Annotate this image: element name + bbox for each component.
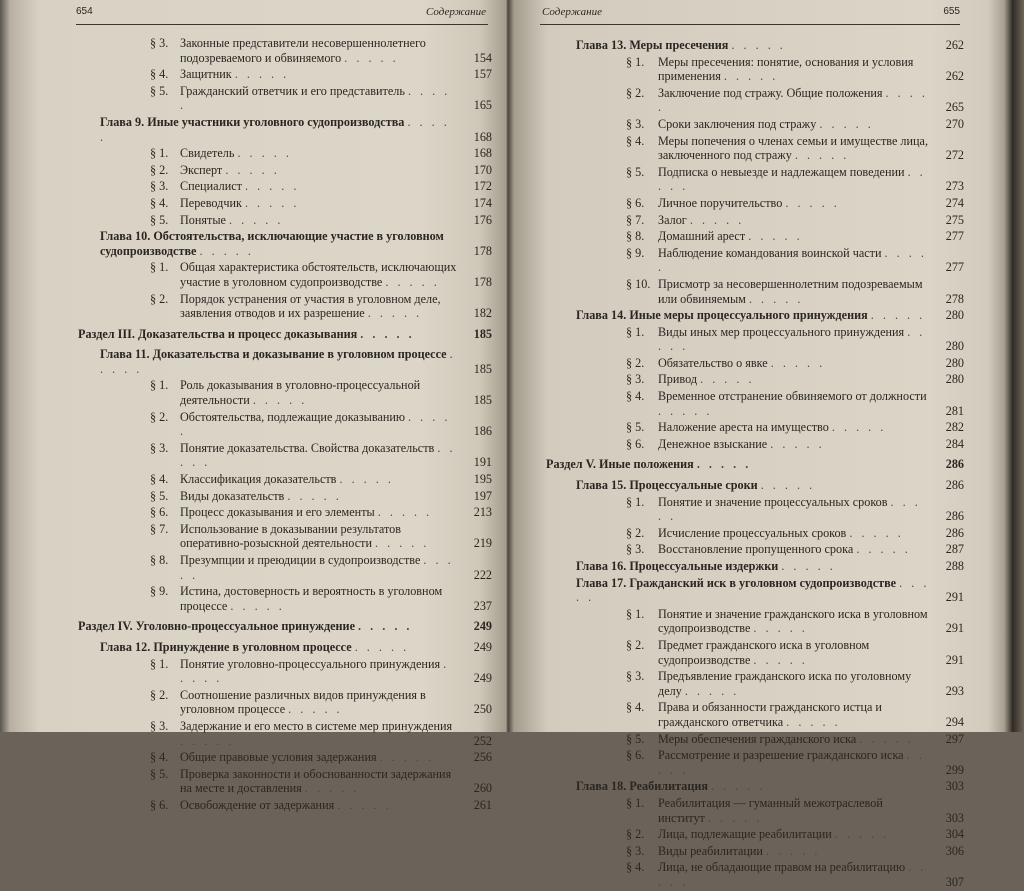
toc-chapter: Глава 11. Доказательства и доказывание в уголовном процессе . . . . . 185 bbox=[100, 347, 492, 376]
toc-section: § 4. Классификация доказательств . . . . . 195 bbox=[150, 472, 492, 487]
chapter-label: Глава 15. bbox=[576, 478, 627, 493]
section-number: § 10. bbox=[626, 276, 651, 291]
section-number: § 4. bbox=[626, 860, 645, 875]
toc-part: Раздел V. Иные положения . . . . . 286 bbox=[546, 457, 964, 472]
toc-section: § 5. Подписка о невыезде и надлежащем поведении . . . . . 273 bbox=[626, 164, 964, 194]
section-number: § 3. bbox=[626, 372, 645, 387]
section-number: § 7. bbox=[150, 521, 169, 536]
section-title: Личное поручительство bbox=[658, 195, 783, 210]
section-title: Использование в доказывании результатов оперативно-розыскной деятельности bbox=[180, 521, 402, 551]
running-head bbox=[76, 6, 488, 25]
section-number: § 4. bbox=[626, 389, 645, 404]
page-ref: 185 bbox=[473, 326, 492, 341]
page-ref: 275 bbox=[945, 212, 964, 227]
section-number: § 9. bbox=[626, 245, 645, 260]
toc-chapter: Глава 10. Обстоятельства, исключающие участие в уголовном судопроизводстве . . . . . 178 bbox=[100, 229, 492, 258]
section-number: § 4. bbox=[150, 67, 169, 82]
section-title: Гражданский ответчик и его представитель bbox=[180, 83, 405, 98]
section-number: § 5. bbox=[626, 420, 645, 435]
toc-chapter: Глава 17. Гражданский иск в уголовном судопроизводстве . . . . . 291 bbox=[576, 575, 964, 605]
page-ref: 282 bbox=[945, 420, 964, 435]
toc-section: § 5. Наложение ареста на имущество . . . . . 282 bbox=[626, 420, 964, 435]
toc-section: § 4. Защитник . . . . . 157 bbox=[150, 67, 492, 82]
toc-section: § 7. Использование в доказывании результатов оперативно-розыскной деятельности . . . . . 219 bbox=[150, 521, 492, 551]
section-title: Понятие доказательства. Свойства доказательств bbox=[180, 440, 435, 455]
section-number: § 4. bbox=[150, 472, 169, 487]
toc-chapter: Глава 13. Меры пресечения . . . . . 262 bbox=[576, 38, 964, 52]
section-title: Истина, достоверность и вероятность в уголовном процессе bbox=[180, 584, 443, 613]
page-ref: 307 bbox=[945, 874, 964, 889]
page-ref: 213 bbox=[473, 505, 492, 520]
part-title: Раздел III. Доказательства и процесс доказывания bbox=[78, 326, 358, 341]
toc-section: § 1. Понятие и значение гражданского иска в уголовном судопроизводстве . . . . . 291 bbox=[626, 606, 964, 636]
toc-chapter: Глава 14. Иные меры процессуального принуждения . . . . . 280 bbox=[576, 308, 964, 323]
toc-chapter: Глава 18. Реабилитация . . . . . 303 bbox=[576, 779, 964, 794]
section-title: Свидетель bbox=[180, 146, 235, 161]
section-number: § 5. bbox=[626, 164, 645, 179]
toc-section: § 6. Личное поручительство . . . . . 274 bbox=[626, 195, 964, 210]
section-number: § 8. bbox=[626, 229, 645, 244]
page-ref: 286 bbox=[945, 457, 964, 472]
toc-section: § 2. Заключение под стражу. Общие положения . . . . . 265 bbox=[626, 85, 964, 115]
toc-section: § 8. Домашний арест . . . . . 277 bbox=[626, 229, 964, 244]
toc-chapter: Глава 15. Процессуальные сроки . . . . . 286 bbox=[576, 478, 964, 493]
toc-section: § 2. Обстоятельства, подлежащие доказыванию . . . . . 186 bbox=[150, 409, 492, 439]
toc-section: § 1. Свидетель . . . . . 168 bbox=[150, 146, 492, 161]
section-number: § 2. bbox=[150, 687, 169, 702]
page-ref: 299 bbox=[945, 762, 964, 777]
page-ref: 291 bbox=[945, 652, 964, 667]
chapter-title: Процессуальные издержки bbox=[629, 559, 779, 573]
page-number: 654 bbox=[76, 6, 93, 17]
page-ref: 270 bbox=[945, 116, 964, 131]
section-number: § 5. bbox=[150, 488, 169, 503]
toc-section: § 5. Виды доказательств . . . . . 197 bbox=[150, 488, 492, 503]
page-ref: 186 bbox=[473, 424, 492, 439]
section-number: § 3. bbox=[626, 542, 645, 557]
page-ref: 250 bbox=[473, 702, 492, 717]
page-ref: 157 bbox=[473, 67, 492, 82]
page-ref: 262 bbox=[945, 38, 964, 52]
section-title: Предмет гражданского иска в уголовном судопроизводстве bbox=[658, 637, 870, 667]
page-ref: 304 bbox=[945, 827, 964, 842]
toc-section: § 1. Понятие уголовно-процессуального принуждения . . . . . 249 bbox=[150, 656, 492, 686]
page-number: 655 bbox=[943, 6, 960, 17]
toc-section: § 3. Понятие доказательства. Свойства доказательств . . . . . 191 bbox=[150, 440, 492, 470]
section-number: § 1. bbox=[626, 795, 645, 810]
section-title: Процесс доказывания и его элементы bbox=[180, 505, 375, 520]
toc-section: § 4. Меры попечения о членах семьи и имуществе лица, заключенного под стражу . . . . . 272 bbox=[626, 133, 964, 163]
page-ref: 178 bbox=[473, 274, 492, 289]
chapter-title: Процессуальные сроки bbox=[629, 478, 758, 493]
section-title: Защитник bbox=[180, 67, 232, 82]
section-number: § 2. bbox=[626, 85, 645, 100]
section-number: § 3. bbox=[150, 36, 169, 50]
section-title: Виды иных мер процессуального принуждения bbox=[658, 324, 905, 339]
toc-section: § 3. Задержание и его место в системе мер принуждения . . . . . 252 bbox=[150, 718, 492, 748]
page-ref: 288 bbox=[945, 559, 964, 573]
section-title: Денежное взыскание bbox=[658, 436, 768, 451]
toc-section: § 9. Наблюдение командования воинской части . . . . . 277 bbox=[626, 245, 964, 275]
toc-section: § 1. Меры пресечения: понятие, основания и условия применения . . . . . 262 bbox=[626, 54, 964, 84]
section-number: § 5. bbox=[150, 766, 169, 781]
toc-chapter: Глава 12. Принуждение в уголовном процессе . . . . . 249 bbox=[100, 639, 492, 654]
toc-section: § 4. Переводчик . . . . . 174 bbox=[150, 195, 492, 210]
section-number: § 9. bbox=[150, 584, 169, 599]
section-title: Меры пресечения: понятие, основания и условия применения bbox=[658, 54, 914, 84]
toc-section: § 1. Роль доказывания в уголовно-процессуальной деятельности . . . . . 185 bbox=[150, 378, 492, 408]
section-title: Порядок устранения от участия в уголовном деле, заявления отводов и их разрешение bbox=[180, 291, 441, 321]
page-ref: 280 bbox=[945, 355, 964, 370]
page-ref: 294 bbox=[945, 714, 964, 729]
toc-section: § 4. Лица, не обладающие правом на реабилитацию . . . . . 307 bbox=[626, 860, 964, 889]
section-number: § 3. bbox=[150, 718, 169, 733]
toc-section: § 3. Сроки заключения под стражу . . . . . 270 bbox=[626, 116, 964, 131]
toc-section: § 6. Денежное взыскание . . . . . 284 bbox=[626, 436, 964, 451]
chapter-title: Обстоятельства, исключающие участие в уголовном судопроизводстве bbox=[100, 229, 444, 258]
section-title: Меры обеспечения гражданского иска bbox=[658, 731, 857, 746]
section-title: Меры попечения о членах семьи и имуществе лица, заключенного под стражу bbox=[658, 133, 928, 163]
section-number: § 6. bbox=[150, 505, 169, 520]
page-ref: 280 bbox=[945, 308, 964, 323]
section-title: Домашний арест bbox=[658, 229, 746, 244]
page-ref: 172 bbox=[473, 179, 492, 194]
section-title: Обстоятельства, подлежащие доказыванию bbox=[180, 409, 405, 424]
section-title: Задержание и его место в системе мер принуждения bbox=[180, 718, 453, 733]
page-ref: 272 bbox=[945, 148, 964, 163]
section-number: § 2. bbox=[626, 827, 645, 842]
page-ref: 219 bbox=[473, 536, 492, 551]
table-of-contents bbox=[78, 36, 492, 815]
section-title: Заключение под стражу. Общие положения bbox=[658, 85, 883, 100]
toc-section: § 5. Меры обеспечения гражданского иска . . . . . 297 bbox=[626, 731, 964, 746]
section-number: § 1. bbox=[150, 378, 169, 393]
page-ref: 303 bbox=[945, 810, 964, 825]
page-ref: 273 bbox=[945, 179, 964, 194]
page-ref: 191 bbox=[473, 455, 492, 470]
section-number: § 3. bbox=[626, 116, 645, 131]
section-number: § 6. bbox=[626, 436, 645, 451]
page-ref: 182 bbox=[473, 306, 492, 321]
chapter-label: Глава 14. bbox=[576, 308, 627, 323]
page-ref: 286 bbox=[945, 478, 964, 493]
toc-section: § 3. Восстановление пропущенного срока . . . . . 287 bbox=[626, 542, 964, 557]
toc-section: § 9. Истина, достоверность и вероятность в уголовном процессе . . . . . 237 bbox=[150, 584, 492, 613]
book-edge bbox=[1012, 0, 1024, 732]
chapter-title: Меры пресечения bbox=[629, 38, 729, 52]
page-ref: 252 bbox=[473, 733, 492, 748]
page-ref: 265 bbox=[945, 100, 964, 115]
section-title: Переводчик bbox=[180, 195, 242, 210]
toc-section: § 2. Соотношение различных видов принуждения в уголовном процессе . . . . . 250 bbox=[150, 687, 492, 717]
toc-section: § 3. Законные представители несовершеннолетнего подозреваемого и обвиняемого . . . . . 154 bbox=[150, 36, 492, 65]
toc-section: § 1. Виды иных мер процессуального принуждения . . . . . 280 bbox=[626, 324, 964, 354]
section-title: Понятие уголовно-процессуального принуждения bbox=[180, 656, 441, 671]
page-ref: 168 bbox=[473, 129, 492, 144]
section-title: Классификация доказательств bbox=[180, 472, 337, 487]
section-title: Предъявление гражданского иска по уголовному делу bbox=[658, 669, 912, 698]
page-ref: 249 bbox=[473, 619, 492, 634]
page-ref: 287 bbox=[945, 542, 964, 557]
page-ref: 293 bbox=[945, 683, 964, 698]
page-ref: 286 bbox=[945, 525, 964, 540]
section-title: Законные представители несовершеннолетнего подозреваемого и обвиняемого bbox=[180, 36, 426, 65]
page-ref: 281 bbox=[945, 403, 964, 418]
toc-chapter: Глава 9. Иные участники уголовного судопроизводства . . . . . 168 bbox=[100, 114, 492, 144]
toc-section: § 6. Процесс доказывания и его элементы . . . . . 213 bbox=[150, 505, 492, 520]
page-ref: 256 bbox=[473, 750, 492, 765]
page-ref: 154 bbox=[473, 50, 492, 65]
section-number: § 3. bbox=[626, 843, 645, 858]
page-ref: 277 bbox=[945, 260, 964, 275]
page-ref: 286 bbox=[945, 509, 964, 524]
section-title: Освобождение от задержания bbox=[180, 797, 335, 812]
chapter-label: Глава 17. bbox=[576, 575, 627, 590]
section-title: Роль доказывания в уголовно-процессуальной деятельности bbox=[180, 378, 421, 408]
toc-section: § 1. Понятие и значение процессуальных сроков . . . . . 286 bbox=[626, 494, 964, 524]
page-ref: 280 bbox=[945, 372, 964, 387]
page-ref: 176 bbox=[473, 212, 492, 227]
section-title: Презумпции и преюдиции в судопроизводстве bbox=[180, 553, 421, 567]
page-ref: 249 bbox=[473, 639, 492, 654]
section-number: § 1. bbox=[626, 54, 645, 69]
page-ref: 165 bbox=[473, 98, 492, 113]
running-head-title: Содержание bbox=[425, 6, 486, 18]
section-title: Понятые bbox=[180, 212, 226, 227]
page-ref: 291 bbox=[945, 621, 964, 636]
page-ref: 197 bbox=[473, 488, 492, 503]
section-number: § 4. bbox=[626, 700, 645, 715]
section-title: Подписка о невыезде и надлежащем поведении bbox=[658, 164, 905, 179]
section-title: Общая характеристика обстоятельств, исключающих участие в уголовном судопроизводстве bbox=[180, 260, 457, 289]
section-number: § 6. bbox=[150, 797, 169, 812]
chapter-label: Глава 11. bbox=[100, 347, 150, 362]
section-number: § 2. bbox=[150, 409, 169, 424]
section-title: Общие правовые условия задержания bbox=[180, 750, 377, 765]
section-title: Присмотр за несовершеннолетним подозреваемым или обвиняемым bbox=[658, 276, 923, 306]
section-title: Привод bbox=[658, 372, 698, 387]
section-number: § 1. bbox=[626, 606, 645, 621]
section-number: § 4. bbox=[150, 750, 169, 765]
toc-section: § 5. Понятые . . . . . 176 bbox=[150, 212, 492, 227]
toc-part: Раздел IV. Уголовно-процессуальное принуждение . . . . . 249 bbox=[78, 619, 492, 634]
page-ref: 280 bbox=[945, 339, 964, 354]
page-ref: 185 bbox=[473, 361, 492, 376]
section-number: § 2. bbox=[626, 637, 645, 652]
chapter-title: Иные меры процессуального принуждения bbox=[629, 308, 868, 323]
page-ref: 170 bbox=[473, 162, 492, 177]
section-title: Проверка законности и обоснованности задержания на месте и доставления bbox=[180, 766, 452, 796]
section-title: Сроки заключения под стражу bbox=[658, 116, 817, 131]
running-head bbox=[540, 6, 960, 25]
toc-part: Раздел III. Доказательства и процесс доказывания . . . . . 185 bbox=[78, 326, 492, 341]
section-number: § 3. bbox=[150, 179, 169, 194]
toc-section: § 6. Освобождение от задержания . . . . . 261 bbox=[150, 797, 492, 812]
section-title: Права и обязанности гражданского истца и гражданского ответчика bbox=[658, 700, 882, 729]
page-ref: 262 bbox=[945, 69, 964, 84]
section-number: § 5. bbox=[150, 212, 169, 227]
section-number: § 1. bbox=[626, 324, 645, 339]
section-number: § 2. bbox=[150, 291, 169, 306]
page-ref: 222 bbox=[473, 567, 492, 582]
table-of-contents bbox=[546, 36, 964, 891]
page-ref: 260 bbox=[473, 781, 492, 796]
chapter-label: Глава 13. bbox=[576, 38, 627, 52]
section-title: Эксперт bbox=[180, 162, 223, 177]
section-number: § 6. bbox=[626, 748, 645, 763]
page-ref: 284 bbox=[945, 436, 964, 451]
page-ref: 178 bbox=[473, 243, 492, 258]
page-ref: 249 bbox=[473, 671, 492, 686]
section-title: Исчисление процессуальных сроков bbox=[658, 525, 847, 540]
section-number: § 6. bbox=[626, 195, 645, 210]
toc-section: § 1. Общая характеристика обстоятельств, исключающих участие в уголовном судопроизводстве . . . . . 178 bbox=[150, 260, 492, 289]
section-number: § 8. bbox=[150, 553, 169, 567]
toc-section: § 4. Права и обязанности гражданского истца и гражданского ответчика . . . . . 294 bbox=[626, 700, 964, 729]
section-number: § 5. bbox=[150, 83, 169, 98]
page-ref: 195 bbox=[473, 472, 492, 487]
section-number: § 2. bbox=[150, 162, 169, 177]
part-title: Раздел IV. Уголовно-процессуальное принуждение bbox=[78, 619, 355, 634]
section-title: Временное отстранение обвиняемого от должности bbox=[658, 389, 927, 404]
page-ref: 278 bbox=[945, 291, 964, 306]
section-title: Лица, не обладающие правом на реабилитацию bbox=[658, 860, 906, 875]
toc-section: § 3. Привод . . . . . 280 bbox=[626, 372, 964, 387]
section-number: § 1. bbox=[150, 146, 169, 161]
page-ref: 291 bbox=[945, 590, 964, 605]
section-title: Соотношение различных видов принуждения в уголовном процессе bbox=[180, 687, 426, 717]
toc-section: § 3. Виды реабилитации . . . . . 306 bbox=[626, 843, 964, 858]
toc-section: § 8. Презумпции и преюдиции в судопроизводстве . . . . . 222 bbox=[150, 553, 492, 582]
section-title: Понятие и значение гражданского иска в уголовном судопроизводстве bbox=[658, 606, 928, 636]
toc-section: § 4. Временное отстранение обвиняемого от должности . . . . . 281 bbox=[626, 389, 964, 418]
section-title: Реабилитация — гуманный межотраслевой институт bbox=[658, 795, 883, 825]
section-number: § 7. bbox=[626, 212, 645, 227]
page-ref: 274 bbox=[945, 195, 964, 210]
page-ref: 174 bbox=[473, 195, 492, 210]
section-number: § 4. bbox=[150, 195, 169, 210]
chapter-title: Реабилитация bbox=[629, 779, 708, 794]
section-title: Виды доказательств bbox=[180, 488, 285, 503]
section-number: § 4. bbox=[626, 133, 645, 148]
toc-section: § 3. Специалист . . . . . 172 bbox=[150, 179, 492, 194]
chapter-label: Глава 9. bbox=[100, 114, 145, 129]
toc-section: § 2. Предмет гражданского иска в уголовном судопроизводстве . . . . . 291 bbox=[626, 637, 964, 667]
chapter-title: Иные участники уголовного судопроизводства bbox=[147, 114, 405, 129]
toc-section: § 6. Рассмотрение и разрешение гражданского иска . . . . . 299 bbox=[626, 748, 964, 777]
section-title: Лица, подлежащие реабилитации bbox=[658, 827, 832, 842]
section-title: Залог bbox=[658, 212, 687, 227]
toc-section: § 2. Порядок устранения от участия в уголовном деле, заявления отводов и их разрешение . . . . . 182 bbox=[150, 291, 492, 321]
section-title: Наблюдение командования воинской части bbox=[658, 245, 882, 260]
left-page bbox=[0, 0, 508, 812]
section-title: Рассмотрение и разрешение гражданского иска bbox=[658, 748, 904, 763]
chapter-label: Глава 18. bbox=[576, 779, 627, 794]
section-title: Наложение ареста на имущество bbox=[658, 420, 829, 435]
section-number: § 2. bbox=[626, 525, 645, 540]
toc-section: § 2. Эксперт . . . . . 170 bbox=[150, 162, 492, 177]
section-title: Восстановление пропущенного срока bbox=[658, 542, 854, 557]
page-ref: 303 bbox=[945, 779, 964, 794]
section-number: § 3. bbox=[626, 669, 645, 684]
page-ref: 237 bbox=[473, 598, 492, 613]
section-number: § 1. bbox=[150, 656, 169, 671]
chapter-label: Глава 10. bbox=[100, 229, 151, 244]
toc-section: § 10. Присмотр за несовершеннолетним подозреваемым или обвиняемым . . . . . 278 bbox=[626, 276, 964, 306]
toc-section: § 2. Исчисление процессуальных сроков . . . . . 286 bbox=[626, 525, 964, 540]
chapter-title: Принуждение в уголовном процессе bbox=[153, 639, 352, 654]
toc-section: § 5. Гражданский ответчик и его представитель . . . . . 165 bbox=[150, 83, 492, 113]
page-ref: 185 bbox=[473, 393, 492, 408]
section-number: § 1. bbox=[150, 260, 169, 275]
part-title: Раздел V. Иные положения bbox=[546, 457, 694, 472]
page-ref: 168 bbox=[473, 146, 492, 161]
section-title: Обязательство о явке bbox=[658, 355, 768, 370]
toc-chapter: Глава 16. Процессуальные издержки . . . . . 288 bbox=[576, 559, 964, 573]
section-number: § 2. bbox=[626, 355, 645, 370]
chapter-title: Гражданский иск в уголовном судопроизводстве bbox=[629, 575, 897, 590]
page-ref: 277 bbox=[945, 229, 964, 244]
page-ref: 306 bbox=[945, 843, 964, 858]
chapter-title: Доказательства и доказывание в уголовном процессе bbox=[152, 347, 447, 362]
right-page bbox=[508, 0, 1012, 889]
toc-section: § 7. Залог . . . . . 275 bbox=[626, 212, 964, 227]
section-title: Виды реабилитации bbox=[658, 843, 763, 858]
section-number: § 5. bbox=[626, 731, 645, 746]
chapter-label: Глава 12. bbox=[100, 639, 151, 654]
chapter-label: Глава 16. bbox=[576, 559, 627, 573]
toc-section: § 4. Общие правовые условия задержания . . . . . 256 bbox=[150, 750, 492, 765]
page-ref: 297 bbox=[945, 731, 964, 746]
toc-section: § 1. Реабилитация — гуманный межотраслевой институт . . . . . 303 bbox=[626, 795, 964, 825]
toc-section: § 3. Предъявление гражданского иска по уголовному делу . . . . . 293 bbox=[626, 669, 964, 698]
toc-section: § 5. Проверка законности и обоснованности задержания на месте и доставления . . . . . 260 bbox=[150, 766, 492, 796]
toc-section: § 2. Лица, подлежащие реабилитации . . . . . 304 bbox=[626, 827, 964, 842]
toc-section: § 2. Обязательство о явке . . . . . 280 bbox=[626, 355, 964, 370]
section-title: Понятие и значение процессуальных сроков bbox=[658, 494, 888, 509]
running-head-title: Содержание bbox=[542, 6, 603, 18]
section-number: § 1. bbox=[626, 494, 645, 509]
section-number: § 3. bbox=[150, 440, 169, 455]
page-ref: 261 bbox=[473, 797, 492, 812]
section-title: Специалист bbox=[180, 179, 242, 194]
